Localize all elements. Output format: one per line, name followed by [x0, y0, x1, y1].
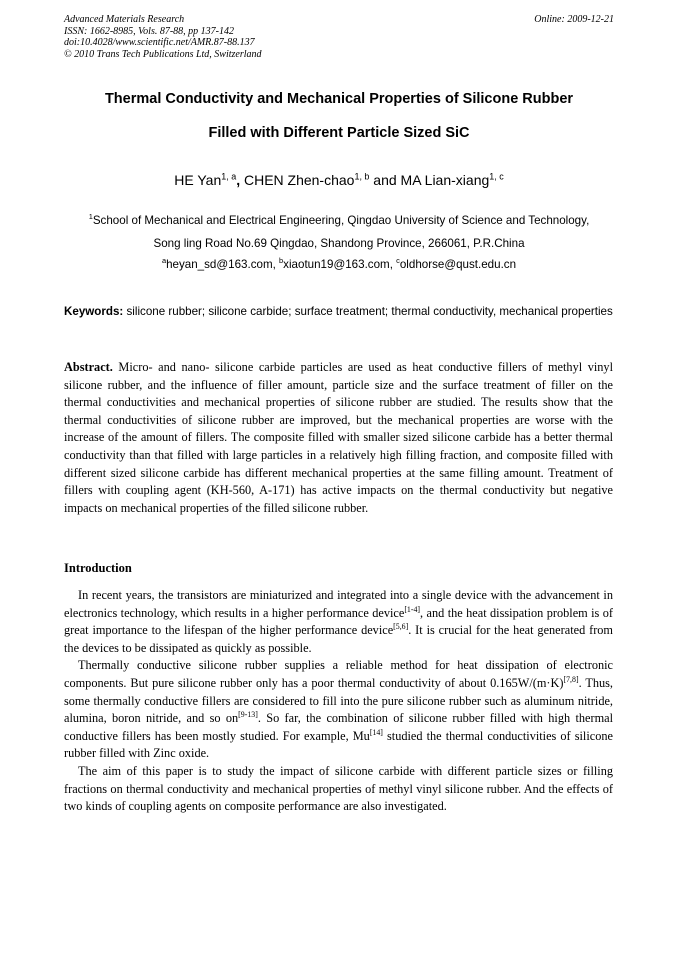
citation-ref[interactable]: [9-13] [238, 710, 258, 720]
citation-ref[interactable]: [1-4] [404, 604, 421, 614]
paper-title-line-2: Filled with Different Particle Sized SiC [208, 125, 470, 141]
paragraph-text: . It is crucial for the heat generated from the devices to be dissipated as quickly as possible. [64, 623, 613, 655]
journal-name: Advanced Materials Research [64, 14, 185, 25]
paragraph-text: studied the thermal conductivities of silicone rubber filled with Zinc oxide. [64, 728, 613, 761]
issn-line: ISSN: 1662-8985, Vols. 87-88, pp 137-142 [64, 25, 234, 37]
author-affiliation-mark: 1, a [221, 171, 237, 182]
author-affiliation-mark: 1, c [489, 171, 504, 182]
email-line [40, 258, 638, 271]
abstract-text: Micro- and nano- silicone carbide particles are used as heat conductive fillers of methyl vinyl silicone rubber, and the influence of filler amount, particle size and the surface treatment of filler on the thermal conductivities and mechanical properties of silicone rubber are studied. The results show that the thermal conductivities of silicone rubber are improved, but the mechanical properties are worse with the increase of the amount of fillers. The composite filled with smaller sized silicone carbide has a better thermal conductivity than that filled with large particles in a relatively high filling fraction, and composite filled with different sized silicone carbide has different mechanical properties at the same filling amount. Treatment of fillers with coupling agent (KH-560, A-171) has active impacts on the thermal conductivity but negative impacts on mechanical properties of the filled silicone rubber. [64, 360, 613, 515]
abstract-section [64, 359, 613, 517]
journal-header [64, 14, 262, 60]
citation-ref[interactable]: [7,8] [563, 674, 579, 684]
author-name: MA Lian-xiang [396, 172, 490, 188]
intro-paragraph-3: The aim of this paper is to study the impact of silicone carbide with different particle sizes or filling fractions on thermal conductivity and mechanical properties of methyl vinyl silicone rubber. And the effects of two kinds of coupling agents on composite performance are also investigated. [64, 763, 613, 814]
abstract-label: Abstract. [64, 360, 113, 374]
intro-paragraph-2 [64, 657, 613, 763]
author-name: HE Yan [174, 172, 222, 188]
paragraph-text: . So far, the combination of silicone rubber filled with high thermal conductive fillers has been mostly studied. For example, Mu [64, 711, 614, 743]
paragraph-text: In recent years, the transistors are miniaturized and integrated into a single device with the advancement in electronics technology, which results in a higher performance device [64, 588, 613, 620]
author-affiliation-mark: 1, b [354, 171, 370, 182]
affiliation-text: School of Mechanical and Electrical Engineering, Qingdao University of Science and Technology, [92, 214, 590, 227]
email-link[interactable]: xiaotun19@163.com, [283, 258, 397, 271]
doi-link[interactable]: doi:10.4028/www.scientific.net/AMR.87-88.137 [64, 37, 255, 48]
paragraph-text: . Thus, some thermally conductive fillers are considered to fill into the pure silicone rubber such as aluminum nitride, alumina, boron nitride, and so on [64, 675, 613, 726]
email-mark: c [396, 256, 400, 266]
citation-ref[interactable]: [5,6] [393, 622, 409, 632]
introduction-heading: Introduction [64, 561, 132, 575]
keywords-text: silicone rubber; silicone carbide; surface treatment; thermal conductivity, mechanical properties [123, 305, 613, 318]
paragraph-text: Thermally conductive silicone rubber supplies a reliable method for heat dissipation of electronic components. But pure silicone rubber only has a poor thermal conductivity of about 0.165W/(m·K) [64, 658, 613, 690]
author-name: CHEN Zhen-chao [240, 172, 355, 188]
affiliation-line-2: Song ling Road No.69 Qingdao, Shandong Province, 266061, P.R.China [153, 237, 525, 250]
keywords-section [64, 301, 613, 322]
keywords-label: Keywords: [64, 305, 124, 318]
email-link[interactable]: oldhorse@qust.edu.cn [399, 258, 517, 271]
email-link[interactable]: heyan_sd@163.com, [166, 258, 280, 271]
affiliation-mark: 1 [88, 212, 93, 222]
email-mark: a [161, 256, 167, 266]
email-mark: b [279, 256, 284, 266]
paragraph-text: , and the heat dissipation problem is of great importance to the lifespan of the higher performance device [64, 605, 613, 638]
online-date: Online: 2009-12-21 [534, 14, 614, 25]
introduction-body [64, 587, 613, 816]
author-list [40, 172, 638, 188]
copyright-line: © 2010 Trans Tech Publications Ltd, Switzerland [64, 48, 262, 60]
author-separator: and [369, 172, 397, 188]
citation-ref[interactable]: [14] [369, 727, 383, 737]
intro-paragraph-1 [64, 587, 613, 657]
paper-title-line-1: Thermal Conductivity and Mechanical Properties of Silicone Rubber [104, 91, 574, 107]
affiliation-line-1 [40, 214, 638, 227]
author-separator: , [236, 172, 241, 188]
